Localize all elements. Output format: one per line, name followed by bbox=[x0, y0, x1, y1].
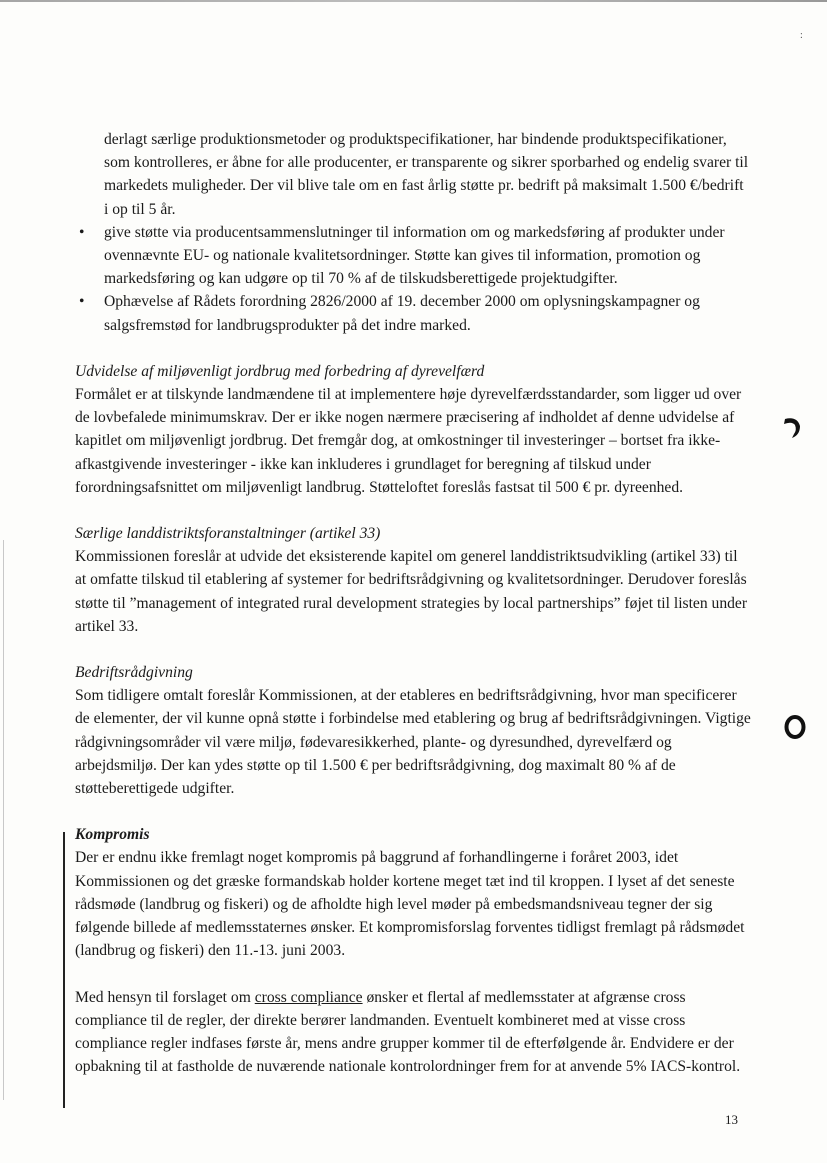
page-number: 13 bbox=[725, 1112, 738, 1127]
binder-hole-ring-icon bbox=[783, 714, 807, 740]
scan-top-rule bbox=[0, 0, 827, 2]
intro-paragraph: derlagt særlige produktionsmetoder og produktspecifikationer, har bindende produktspecifikationer, som kontrolleres, er åbne for alle producenter, er transparente og sikrer sporbarhed og endelig svarer til markedets muligheder. Der vil blive tale om en fast årlig støtte pr. bedrift på maksimalt 1.500 €/bedrift i op til 5 år. bbox=[104, 131, 749, 218]
bullet-list bbox=[75, 221, 751, 337]
cc-text-after: ønsker et flertal af medlemsstater at afgrænse cross compliance til de regler, der direkte berører landmanden. Eventuelt kombineret med at visse cross compliance regler indfases første år, mens andre grupper kommer til de efterfølgende år. Endvidere er der opbakning til at fastholde de nuværende nationale kontrolordninger frem for at anvende 5% IACS-kontrol. bbox=[75, 988, 741, 1076]
bullet-item: • Ophævelse af Rådets forordning 2826/2000 af 19. december 2000 om oplysningskampagner og salgsfremstød for landbrugsprodukter på det indre marked. bbox=[75, 290, 751, 336]
section-heading-kompromis: Kompromis bbox=[75, 826, 150, 844]
binder-hole-mark-icon bbox=[780, 414, 806, 440]
section-heading-artikel-33: Særlige landdistriktsforanstaltninger (artikel 33) bbox=[75, 525, 381, 543]
page-body bbox=[75, 128, 751, 1078]
scan-left-edge bbox=[3, 540, 4, 1100]
section-text-bedriftsraadgivning: Som tidligere omtalt foreslår Kommissionen, at der etableres en bedriftsrådgivning, hvor man specificerer de elementer, der vil kunne opnå støtte i forbindelse med etablering og brug af bedriftsrådgivningen. Vigtige rådgivningsområder vil være miljø, fødevaresikkerhed, plante- og dyresundhed, dyrevelfærd og arbejdsmiljø. Der kan ydes støtte op til 1.500 € per bedriftsrådgivning, dog maximalt 80 % af de støtteberettigede udgifter. bbox=[75, 687, 751, 798]
cross-compliance-underlined: cross compliance bbox=[254, 988, 363, 1006]
cross-compliance-paragraph bbox=[75, 986, 751, 1079]
section-heading-bedriftsraadgivning: Bedriftsrådgivning bbox=[75, 664, 193, 682]
section-heading-dyrevelfaerd: Udvidelse af miljøvenligt jordbrug med forbedring af dyrevelfærd bbox=[75, 362, 485, 380]
section-text-kompromis: Der er endnu ikke fremlagt noget kompromis på baggrund af forhandlingerne i foråret 2003, idet Kommissionen og det græske formandskab holder kortene meget tæt ind til kroppen. I lyset af det seneste rådsmøde (landbrug og fiskeri) og de afholdte high level møder på embedsmandsniveau tegner der sig følgende billede af medlemsstaternes ønsker. Et kompromisforslag forventes tidligst fremlagt på rådsmødet (landbrug og fiskeri) den 11.-13. juni 2003. bbox=[75, 849, 745, 960]
change-bar bbox=[63, 832, 65, 1108]
section-text-artikel-33: Kommissionen foreslår at udvide det eksisterende kapitel om generel landdistriktsudvikling (artikel 33) til at omfatte tilskud til etablering af systemer for bedriftsrådgivning og kvalitetsordninger. Derudover foreslås støtte til ”management of integrated rural development strategies by local partnerships” føjet til listen under artikel 33. bbox=[75, 548, 748, 635]
scan-speck: : bbox=[800, 30, 803, 41]
bullet-item: • give støtte via producentsammenslutninger til information om og markedsføring af produkter under ovennævnte EU- og nationale kvalitetsordninger. Støtte kan gives til information, promotion og markedsføring og kan udgøre op til 70 % af de tilskudsberettigede projektudgifter. bbox=[75, 221, 751, 291]
cc-text-before: Med hensyn til forslaget om bbox=[75, 988, 255, 1006]
section-text-dyrevelfaerd: Formålet er at tilskynde landmændene til at implementere høje dyrevelfærdsstandarder, som ligger ud over de lovbefalede minimumskrav. Der er ikke nogen nærmere præcisering af indholdet af denne udvidelse af kapitlet om miljøvenligt jordbrug. Det fremgår dog, at omkostninger til investeringer – bortset fra ikke-afkastgivende investeringer - ikke kan inkluderes i grundlaget for beregning af tilskud under forordningsafsnittet om miljøvenligt landbrug. Støtteloftet foreslås fastsat til 500 € pr. dyreenhed. bbox=[75, 386, 742, 496]
